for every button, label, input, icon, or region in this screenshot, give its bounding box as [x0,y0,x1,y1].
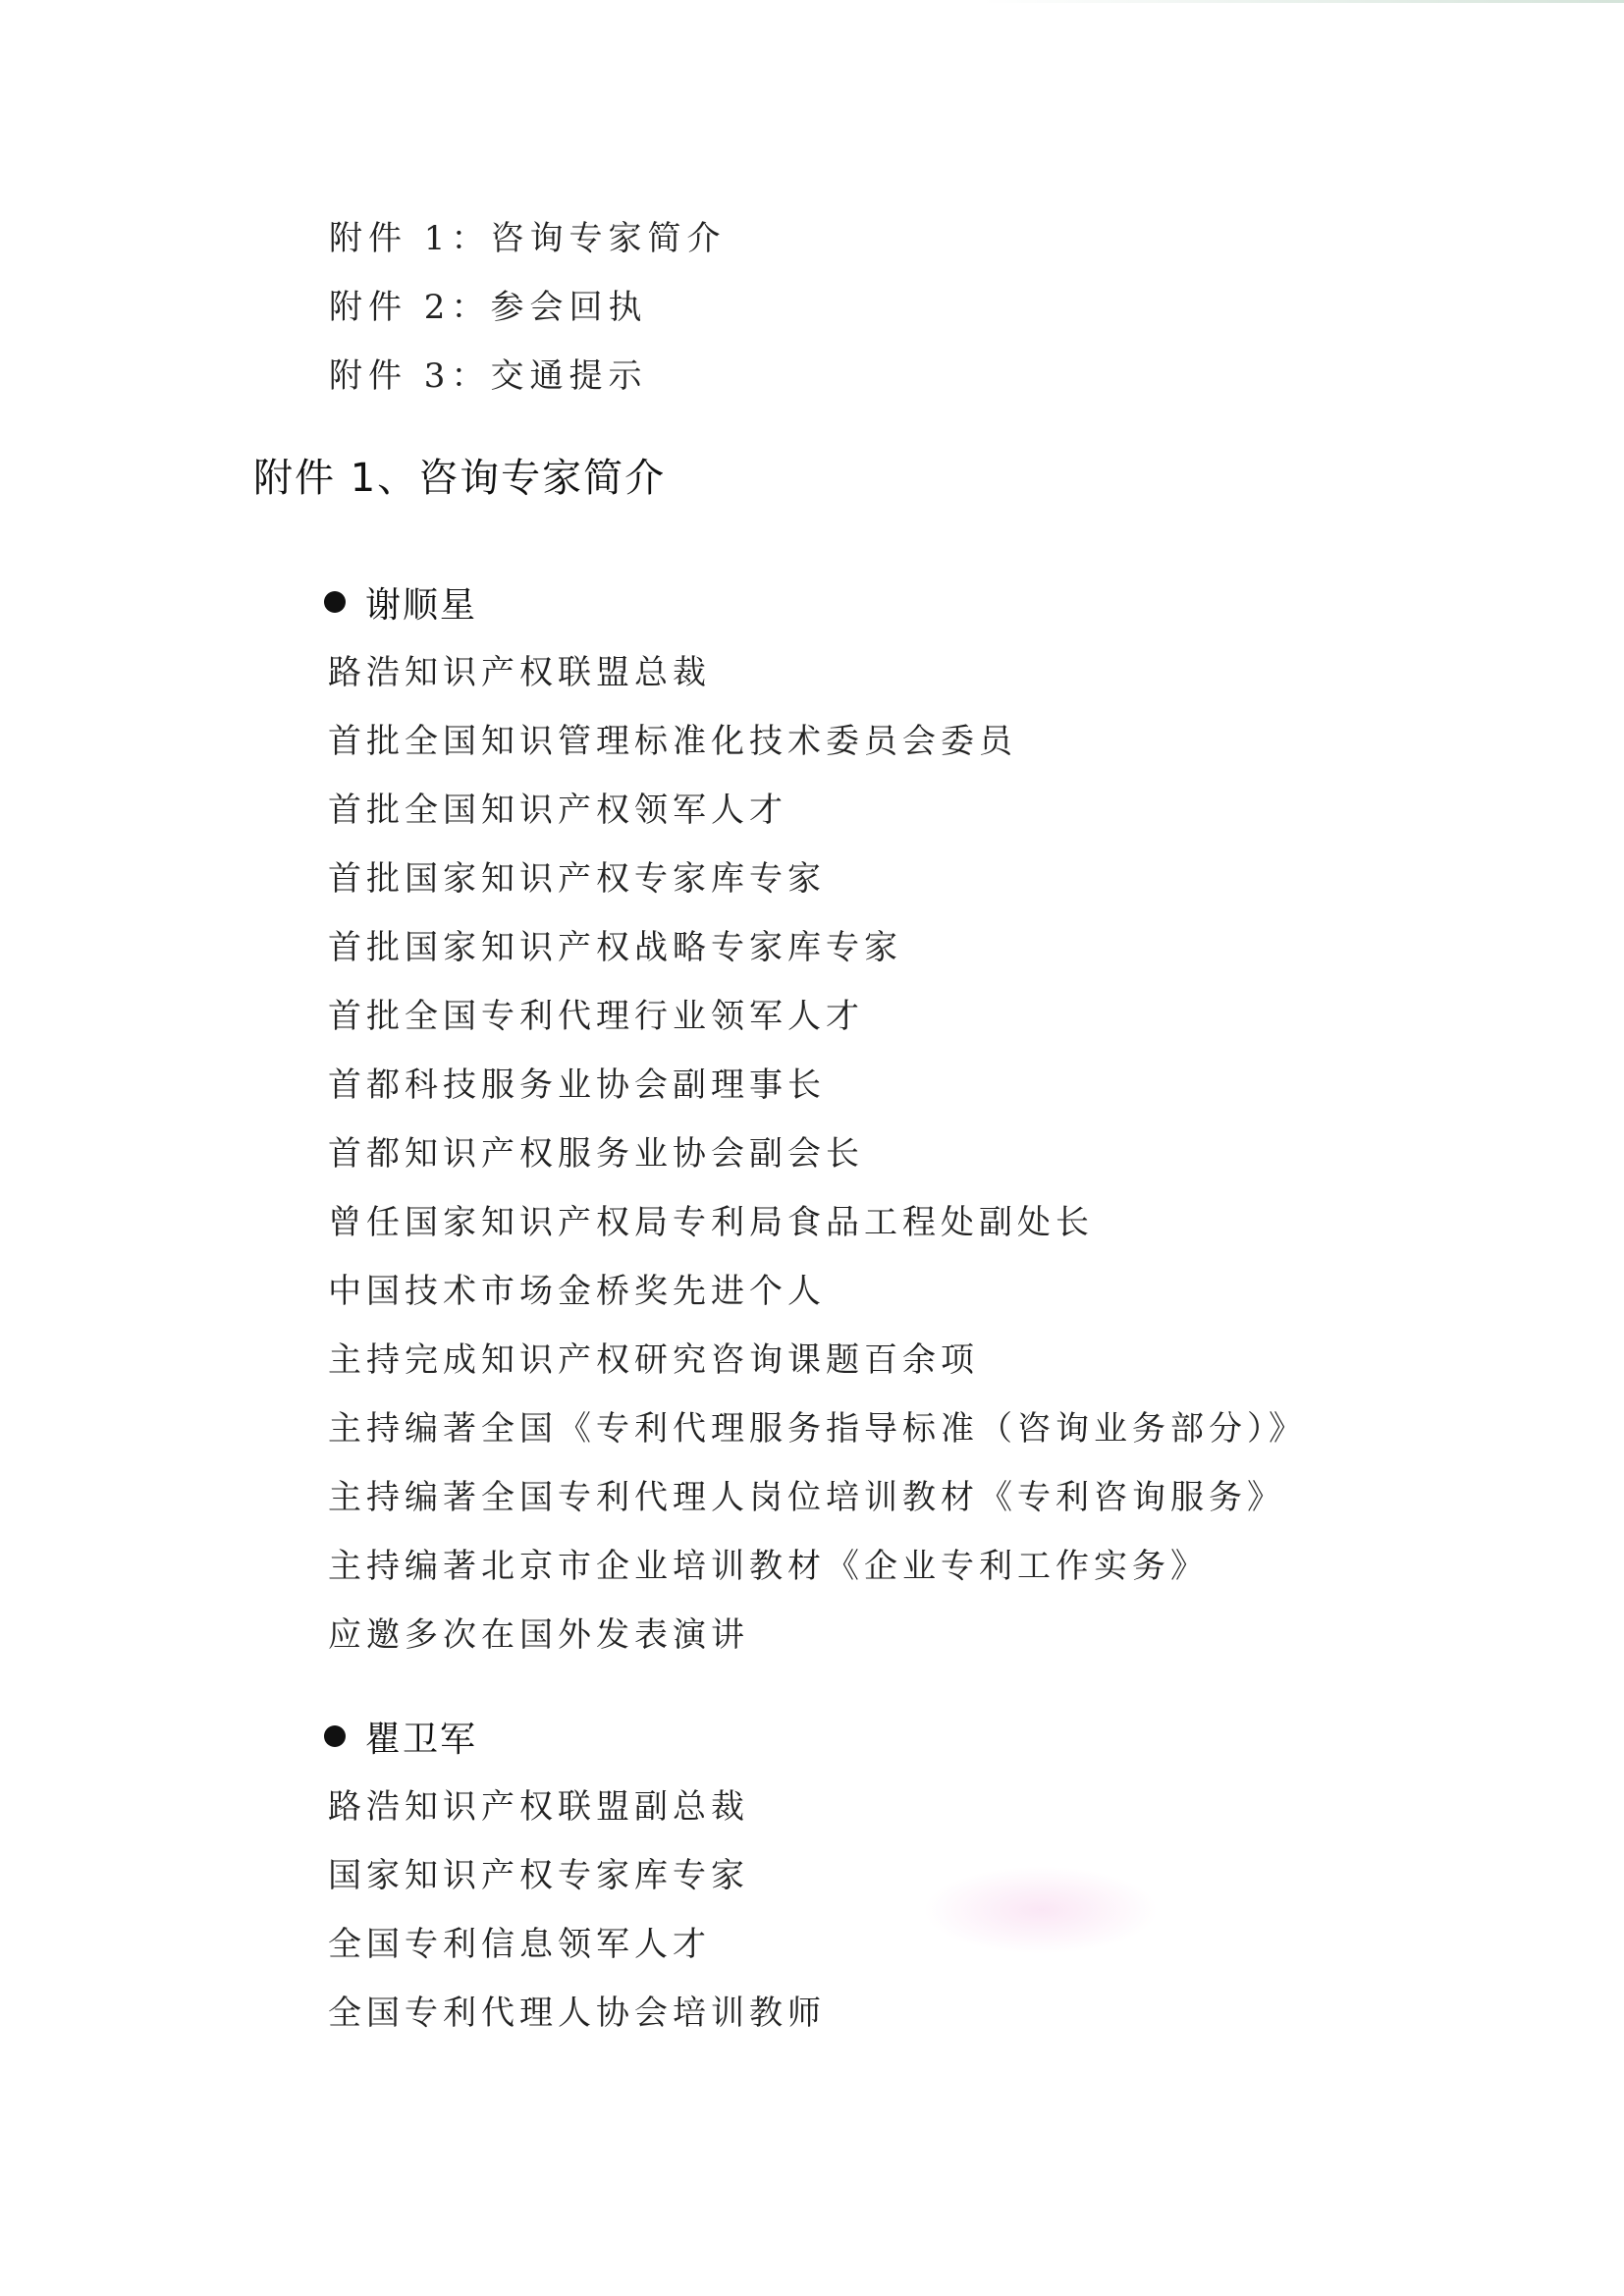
role-item: 主持编著北京市企业培训教材《企业专利工作实务》 [328,1547,1209,1586]
expert-block [0,570,1624,1669]
expert-header [0,1704,1624,1773]
role-item: 首批国家知识产权专家库专家 [328,859,826,899]
role-item: 首都知识产权服务业协会副会长 [328,1134,864,1174]
role-item: 首都科技服务业协会副理事长 [328,1066,826,1105]
bullet-icon [324,1725,346,1747]
role-item: 首批全国专利代理行业领军人才 [328,997,864,1036]
role-item: 主持完成知识产权研究咨询课题百余项 [328,1340,979,1380]
role-item: 路浩知识产权联盟总裁 [328,653,711,692]
expert-header [0,570,1624,638]
role-item: 应邀多次在国外发表演讲 [328,1615,749,1655]
role-item: 国家知识产权专家库专家 [328,1856,749,1895]
role-item: 全国专利代理人协会培训教师 [328,1994,826,2033]
role-item: 首批全国知识管理标准化技术委员会委员 [328,722,1017,761]
bullet-icon [324,591,346,613]
role-item: 首批国家知识产权战略专家库专家 [328,928,902,967]
attachment-item: 附件 3：交通提示 [329,356,648,396]
scan-edge-mark [982,0,1624,3]
expert-roles [328,638,1624,1669]
role-item: 主持编著全国《专利代理服务指导标准（咨询业务部分）》 [328,1409,1307,1449]
expert-name: 瞿卫军 [365,1720,478,1760]
role-item: 曾任国家知识产权局专利局食品工程处副处长 [328,1203,1094,1242]
role-item: 中国技术市场金桥奖先进个人 [328,1272,826,1311]
role-item: 全国专利信息领军人才 [328,1925,711,1964]
expert-block [0,1704,1624,2048]
attachment-list [329,204,726,410]
faint-stamp-mark [923,1866,1159,1954]
role-item: 路浩知识产权联盟副总裁 [328,1787,749,1827]
role-item: 首批全国知识产权领军人才 [328,791,787,830]
attachment-item: 附件 2：参会回执 [329,288,648,327]
expert-name: 谢顺星 [365,585,478,626]
attachment-item: 附件 1：咨询专家简介 [329,219,727,258]
section-title: 附件 1、咨询专家简介 [253,456,667,501]
role-item: 主持编著全国专利代理人岗位培训教材《专利咨询服务》 [328,1478,1285,1517]
